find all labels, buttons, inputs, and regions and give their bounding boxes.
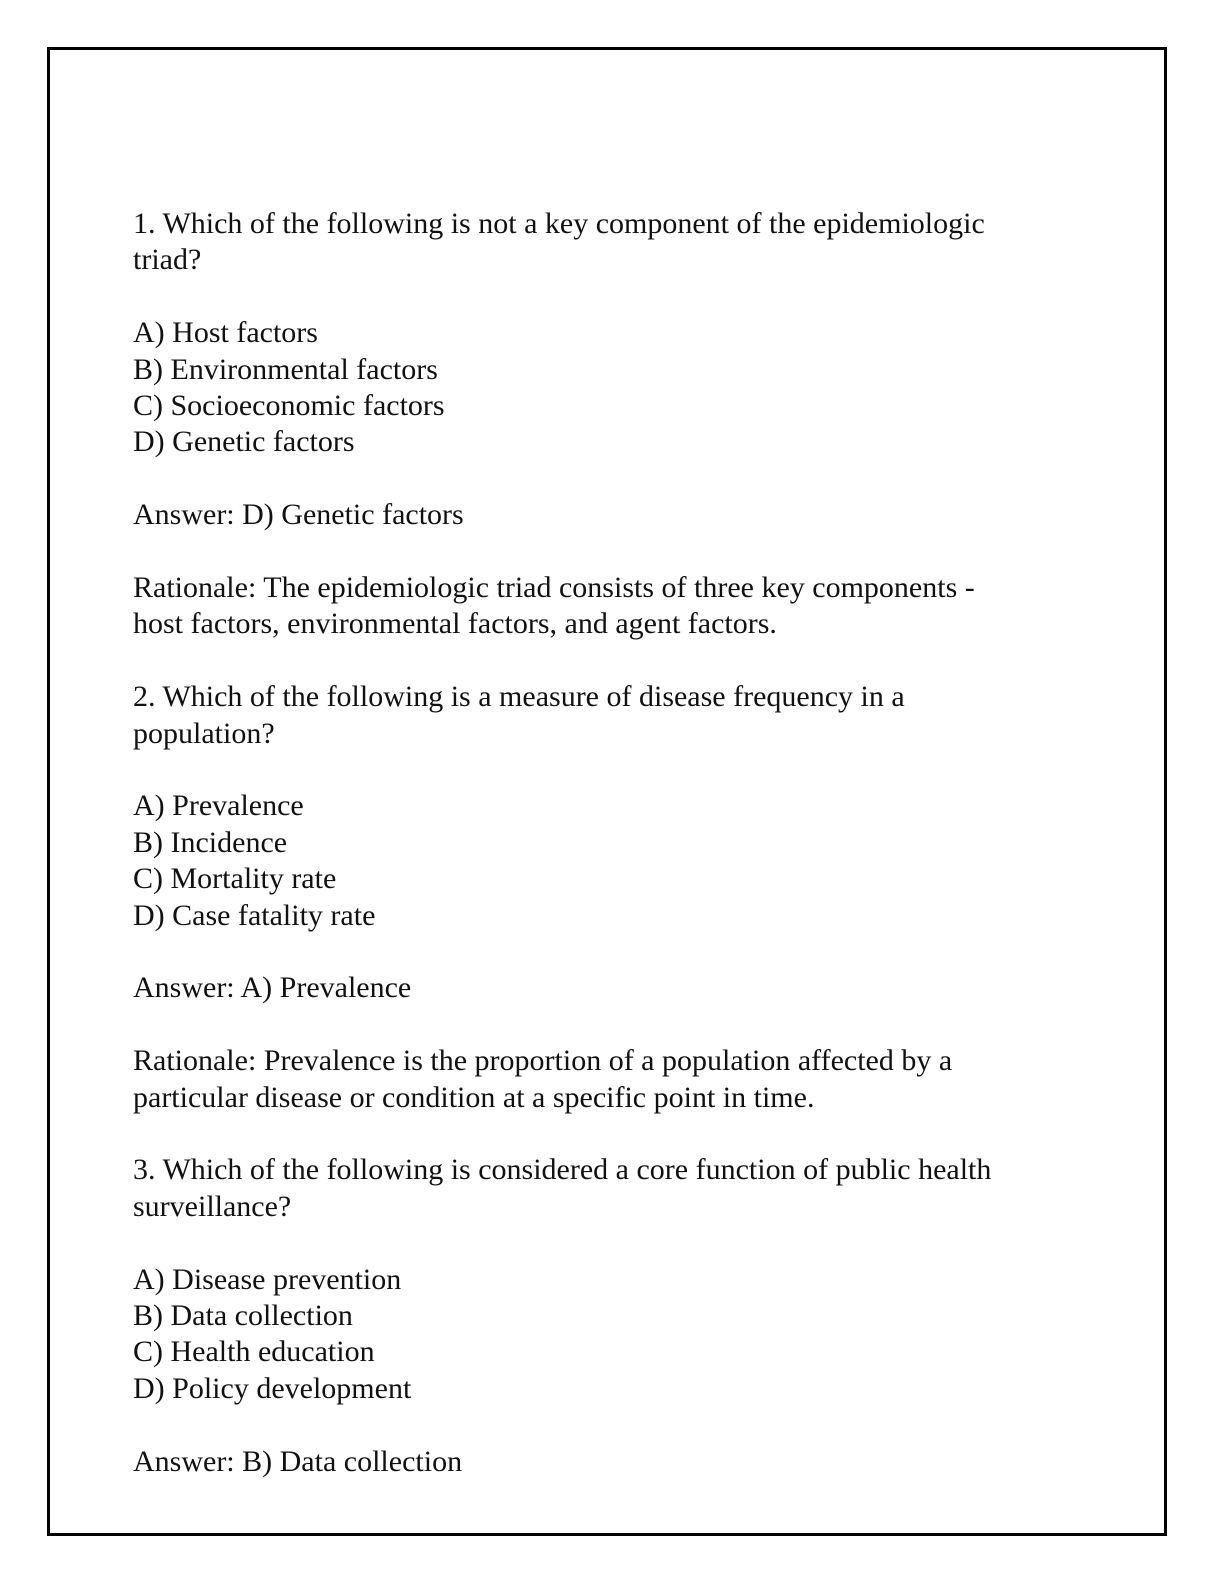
question-2-rationale	[133, 1043, 1093, 1116]
question-text: population?	[133, 716, 275, 750]
option-b: B) Data collection	[133, 1299, 353, 1333]
question-text: 1. Which of the following is not a key component of the epidemiologic	[133, 207, 985, 240]
question-2-options	[133, 788, 1093, 934]
question-3-options	[133, 1262, 1093, 1408]
question-2	[133, 679, 1093, 752]
answer-text: Answer: A) Prevalence	[133, 971, 412, 1005]
option-c: C) Health education	[133, 1335, 375, 1369]
option-a: A) Host factors	[133, 316, 318, 350]
option-c: C) Mortality rate	[133, 862, 337, 896]
option-b: B) Environmental factors	[133, 352, 438, 386]
option-a: A) Prevalence	[133, 789, 304, 823]
answer-text: Answer: B) Data collection	[133, 1444, 463, 1478]
option-d: D) Case fatality rate	[133, 898, 376, 932]
question-text: 3. Which of the following is considered a core function of public health	[133, 1153, 992, 1187]
question-text: triad?	[133, 243, 202, 277]
question-text: surveillance?	[133, 1189, 292, 1223]
rationale-text: particular disease or condition at a specific point in time.	[133, 1080, 815, 1114]
answer-text: Answer: D) Genetic factors	[133, 498, 464, 532]
question-1	[133, 206, 1093, 279]
rationale-text: Rationale: Prevalence is the proportion of a population affected by a	[133, 1044, 953, 1078]
question-1-rationale	[133, 570, 1093, 643]
rationale-text: Rationale: The epidemiologic triad consists of three key components -	[133, 571, 975, 605]
option-c: C) Socioeconomic factors	[133, 389, 445, 423]
question-1-answer	[133, 497, 1093, 533]
question-2-answer	[133, 970, 1093, 1006]
option-b: B) Incidence	[133, 825, 288, 859]
question-text: 2. Which of the following is a measure of disease frequency in a	[133, 680, 905, 714]
document-content	[133, 206, 1093, 1480]
rationale-text: host factors, environmental factors, and agent factors.	[133, 607, 777, 641]
option-d: D) Policy development	[133, 1371, 412, 1405]
question-1-options	[133, 315, 1093, 461]
option-a: A) Disease prevention	[133, 1262, 402, 1296]
question-3	[133, 1152, 1093, 1225]
option-d: D) Genetic factors	[133, 425, 355, 459]
question-3-answer	[133, 1444, 1093, 1480]
